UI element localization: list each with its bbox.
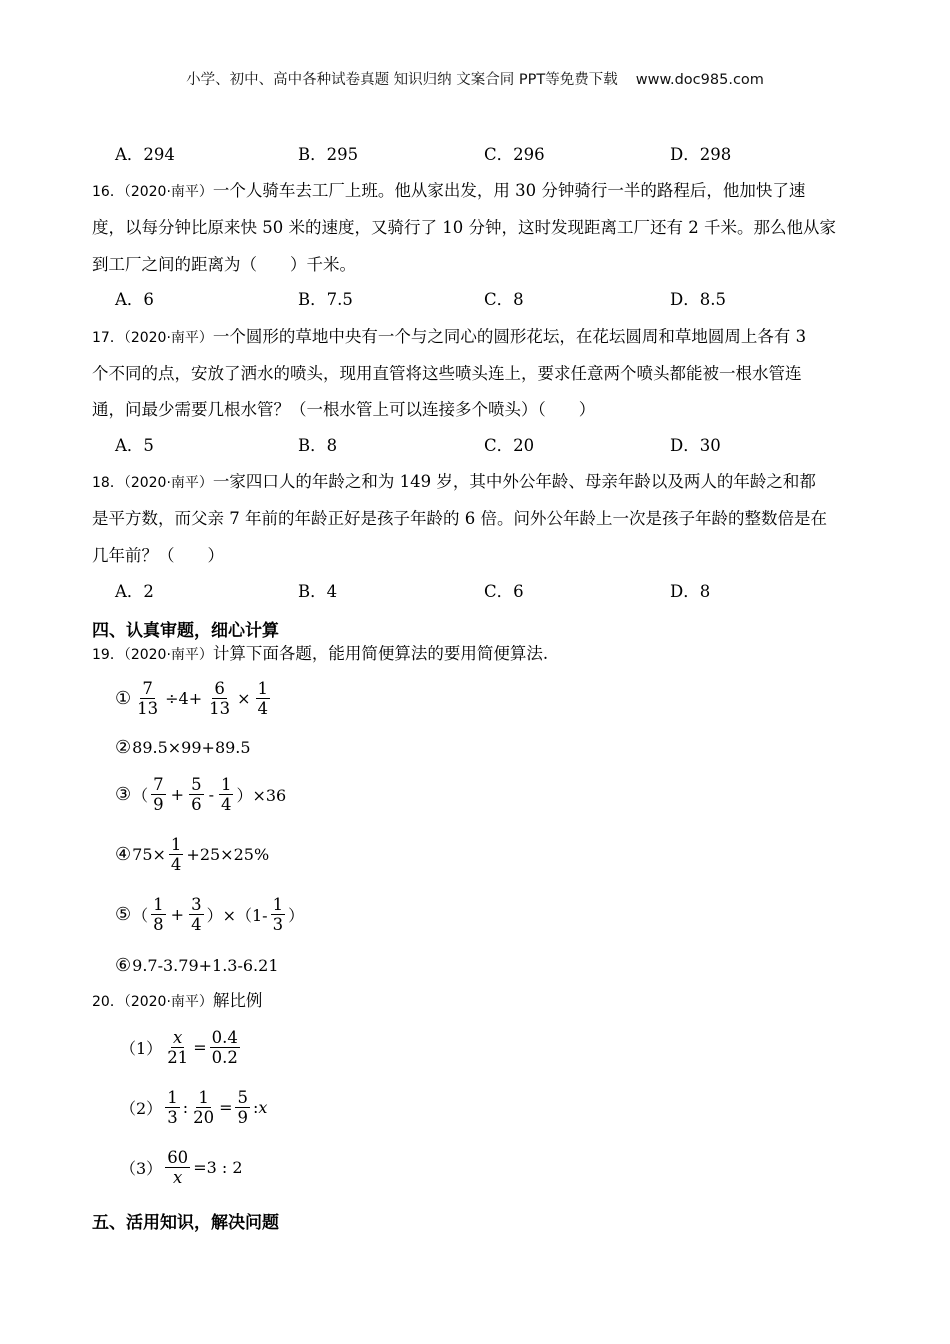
q16-source: （2020·南平） bbox=[123, 184, 213, 200]
q17-line-3: 通，问最少需要几根水管？（一根水管上可以连接多个喷头）（ ） bbox=[92, 400, 596, 419]
header-text: 小学、初中、高中各种试卷真题 知识归纳 文案合同 PPT等免费下载 bbox=[186, 72, 618, 88]
equals-sign: = bbox=[219, 1098, 233, 1117]
q18-option-b: B．4 bbox=[298, 582, 338, 601]
part-label: （2） bbox=[120, 1099, 163, 1118]
operator: + bbox=[170, 905, 185, 924]
denominator: 21 bbox=[167, 1048, 189, 1067]
q18-option-d: D．8 bbox=[670, 582, 711, 601]
fraction bbox=[189, 775, 204, 814]
operator: ÷4+ bbox=[165, 689, 203, 708]
fraction bbox=[151, 895, 166, 934]
paren-close: ） bbox=[288, 906, 305, 925]
denominator: 6 bbox=[191, 795, 202, 814]
fraction bbox=[165, 1088, 180, 1127]
item-marker: ⑤ bbox=[115, 904, 132, 925]
fraction bbox=[165, 1028, 190, 1067]
item-marker: ④ bbox=[115, 844, 132, 865]
numerator: 7 bbox=[142, 679, 153, 698]
denominator: 13 bbox=[137, 699, 159, 718]
denominator: 13 bbox=[209, 699, 231, 718]
operator: × bbox=[237, 689, 251, 708]
q16-text-1: 一个人骑车去工厂上班。他从家出发，用 30 分钟骑行一半的路程后，他加快了速 bbox=[212, 181, 806, 200]
q19-item-5 bbox=[115, 895, 304, 934]
q18-option-a: A．2 bbox=[115, 582, 154, 601]
denominator: x bbox=[173, 1168, 183, 1187]
q18-number: 18． bbox=[92, 475, 124, 491]
item-marker: ⑥ bbox=[115, 955, 132, 976]
q17-option-a: A．5 bbox=[115, 436, 154, 455]
q17-text-1: 一个圆形的草地中央有一个与之同心的圆形花坛，在花坛圆周和草地圆周上各有 3 bbox=[212, 327, 807, 346]
q18-line-2: 是平方数，而父亲 7 年前的年龄正好是孩子年龄的 6 倍。问外公年龄上一次是孩子年龄的整数倍是在 bbox=[92, 509, 827, 528]
fraction bbox=[165, 1148, 190, 1187]
ratio-colon: : bbox=[252, 1098, 259, 1117]
denominator: 0.2 bbox=[211, 1048, 238, 1067]
ratio-colon: : bbox=[182, 1098, 189, 1117]
q15-option-d: D．298 bbox=[670, 145, 732, 164]
q16-option-c: C．8 bbox=[484, 290, 524, 309]
q17-option-c: C．20 bbox=[484, 436, 535, 455]
question-19 bbox=[92, 643, 548, 666]
q19-item-4 bbox=[115, 835, 269, 874]
q19-source: （2020·南平） bbox=[123, 647, 213, 663]
q16-number: 16． bbox=[92, 184, 124, 200]
q20-part-2 bbox=[120, 1088, 267, 1127]
denominator: 9 bbox=[237, 1108, 248, 1127]
expression-tail: =3 : 2 bbox=[193, 1158, 243, 1177]
fraction bbox=[135, 679, 160, 718]
q18-line-3: 几年前？（ ） bbox=[92, 546, 224, 565]
numerator: 5 bbox=[237, 1088, 248, 1107]
denominator: 4 bbox=[170, 855, 182, 874]
section-4-title: 四、认真审题，细心计算 bbox=[92, 621, 279, 641]
q17-source: （2020·南平） bbox=[123, 330, 213, 346]
numerator: 1 bbox=[272, 895, 284, 914]
numerator: 1 bbox=[167, 1088, 178, 1107]
header-url[interactable]: www.doc985.com bbox=[635, 72, 764, 88]
numerator: 1 bbox=[198, 1088, 209, 1107]
numerator: 1 bbox=[257, 679, 269, 698]
fraction bbox=[210, 1028, 240, 1067]
fraction bbox=[189, 895, 204, 934]
q20-text: 解比例 bbox=[212, 991, 263, 1010]
numerator: 7 bbox=[153, 775, 164, 794]
q20-number: 20． bbox=[92, 994, 124, 1010]
numerator: 0.4 bbox=[211, 1028, 238, 1047]
q18-source: （2020·南平） bbox=[123, 475, 213, 491]
denominator: 3 bbox=[272, 915, 284, 934]
fraction bbox=[207, 679, 232, 718]
question-20 bbox=[92, 990, 262, 1013]
denominator: 20 bbox=[193, 1108, 215, 1127]
q17-number: 17． bbox=[92, 330, 124, 346]
q17-option-d: D．30 bbox=[670, 436, 721, 455]
numerator: x bbox=[173, 1028, 183, 1047]
q19-text: 计算下面各题，能用简便算法的要用简便算法. bbox=[212, 644, 549, 663]
q19-item-2 bbox=[115, 737, 251, 758]
paren-open: （ bbox=[132, 906, 149, 925]
expression-middle: ）×（1- bbox=[206, 906, 268, 925]
q19-item-3 bbox=[115, 775, 286, 814]
q15-option-b: B．295 bbox=[298, 145, 359, 164]
part-label: （3） bbox=[120, 1159, 163, 1178]
q16-option-a: A．6 bbox=[115, 290, 154, 309]
denominator: 4 bbox=[257, 699, 269, 718]
numerator: 5 bbox=[191, 775, 202, 794]
q20-source: （2020·南平） bbox=[123, 994, 213, 1010]
q16-option-b: B．7.5 bbox=[298, 290, 353, 309]
q19-item-1 bbox=[115, 679, 273, 718]
fraction bbox=[169, 835, 184, 874]
section-5-title: 五、活用知识，解决问题 bbox=[92, 1213, 279, 1233]
q16-option-d: D．8.5 bbox=[670, 290, 726, 309]
numerator: 1 bbox=[220, 775, 232, 794]
denominator: 4 bbox=[191, 915, 202, 934]
operator: - bbox=[208, 785, 214, 804]
denominator: 8 bbox=[153, 915, 164, 934]
operator: + bbox=[170, 785, 185, 804]
fraction bbox=[235, 1088, 250, 1127]
q18-line-1 bbox=[92, 471, 816, 494]
expression-tail: +25×25% bbox=[186, 845, 270, 864]
paren-open: （ bbox=[132, 786, 149, 805]
denominator: 3 bbox=[167, 1108, 178, 1127]
fraction bbox=[151, 775, 166, 814]
expression-tail: ）×36 bbox=[236, 786, 287, 805]
page-header bbox=[0, 68, 950, 89]
part-label: （1） bbox=[120, 1039, 163, 1058]
numerator: 1 bbox=[153, 895, 164, 914]
expression-head: 75× bbox=[132, 845, 166, 864]
q17-option-b: B．8 bbox=[298, 436, 338, 455]
denominator: 9 bbox=[153, 795, 164, 814]
numerator: 3 bbox=[191, 895, 202, 914]
q20-part-1 bbox=[120, 1028, 243, 1067]
q17-line-2: 个不同的点，安放了洒水的喷头，现用直管将这些喷头连上，要求任意两个喷头都能被一根水管连 bbox=[92, 364, 802, 383]
q15-option-c: C．296 bbox=[484, 145, 545, 164]
numerator: 1 bbox=[170, 835, 182, 854]
q20-part-3 bbox=[120, 1148, 243, 1187]
q19-number: 19． bbox=[92, 647, 124, 663]
q18-option-c: C．6 bbox=[484, 582, 524, 601]
q17-line-1 bbox=[92, 326, 806, 349]
item-marker: ② bbox=[115, 737, 132, 758]
q18-text-1: 一家四口人的年龄之和为 149 岁，其中外公年龄、母亲年龄以及两人的年龄之和都 bbox=[212, 472, 816, 491]
q16-line-3: 到工厂之间的距离为（ ）千米。 bbox=[92, 255, 356, 274]
q16-line-1 bbox=[92, 180, 805, 203]
fraction bbox=[271, 895, 286, 934]
item-marker: ③ bbox=[115, 784, 132, 805]
expression: 89.5×99+89.5 bbox=[132, 738, 251, 757]
fraction bbox=[219, 775, 234, 814]
q15-option-a: A．294 bbox=[115, 145, 175, 164]
expression: 9.7-3.79+1.3-6.21 bbox=[132, 956, 279, 975]
item-marker: ① bbox=[115, 688, 132, 709]
fraction bbox=[256, 679, 271, 718]
numerator: 6 bbox=[214, 679, 225, 698]
q16-line-2: 度，以每分钟比原来快 50 米的速度，又骑行了 10 分钟，这时发现距离工厂还有 2 千米。那么他从家 bbox=[92, 218, 836, 237]
q19-item-6 bbox=[115, 955, 279, 976]
variable: x bbox=[258, 1098, 268, 1117]
numerator: 60 bbox=[167, 1148, 189, 1167]
fraction bbox=[191, 1088, 216, 1127]
denominator: 4 bbox=[220, 795, 232, 814]
equals-sign: = bbox=[193, 1038, 207, 1057]
